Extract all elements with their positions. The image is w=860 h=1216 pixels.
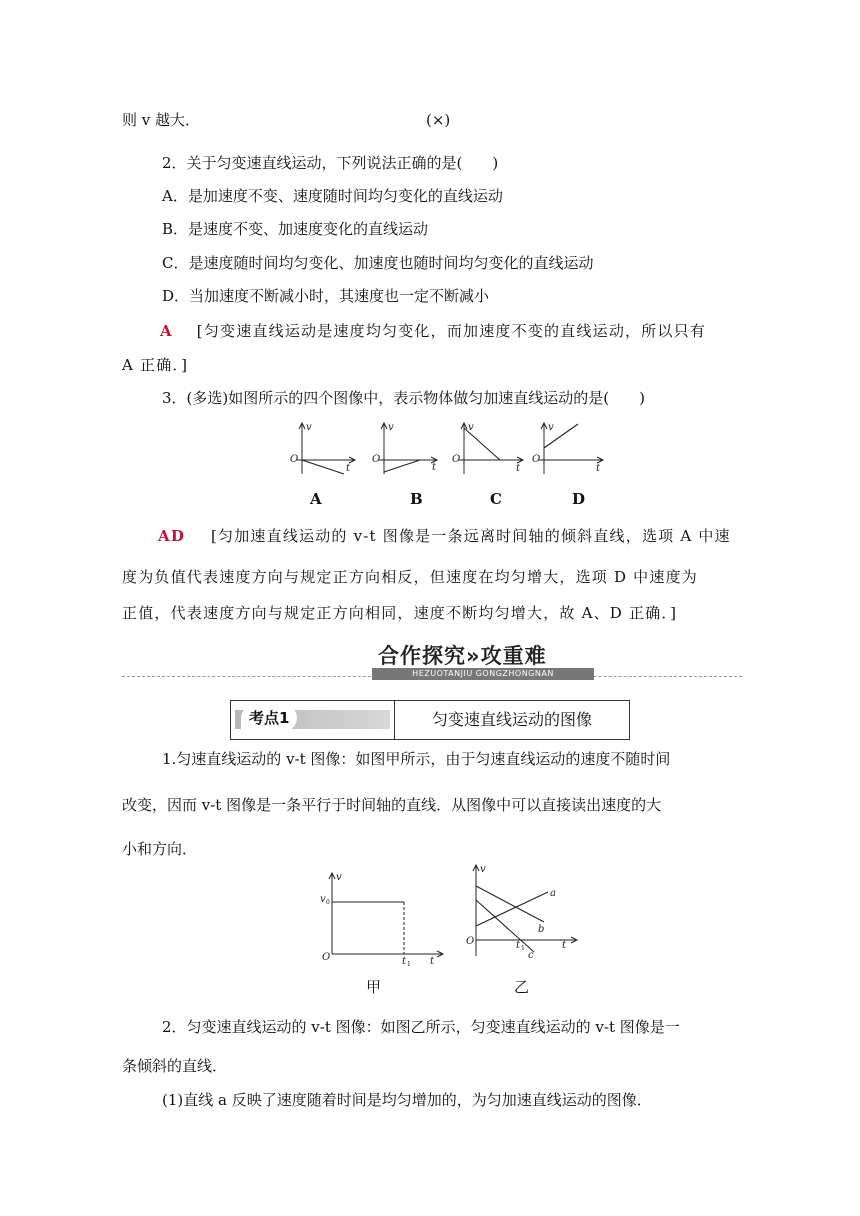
figure-jia-caption: 甲	[366, 978, 382, 996]
graph-b-t-label: t	[432, 462, 437, 473]
graph-b-v-label: v	[388, 422, 394, 433]
graph-c-origin: O	[452, 454, 461, 465]
yi-v-label: v	[480, 864, 486, 875]
q2-answer-explanation-2: A 正确．]	[122, 356, 189, 374]
yi-line-a-label: a	[550, 888, 556, 899]
graph-d-v-label: v	[548, 422, 554, 433]
q3-graph-a	[288, 420, 363, 476]
graph-a-v-label: v	[306, 422, 312, 433]
p1-line-1: 1.匀速直线运动的 v-t 图像：如图甲所示，由于匀速直线运动的速度不随时间	[162, 750, 671, 768]
p1-line-3: 小和方向．	[122, 840, 198, 858]
q2-answer	[160, 320, 706, 342]
q2-option-a: A．是加速度不变、速度随时间均匀变化的直线运动	[162, 187, 503, 205]
q1-tail-text: 则 v 越大．	[122, 111, 201, 129]
q3-answer	[158, 525, 731, 547]
jia-t-label: t	[430, 956, 435, 967]
jia-t1-subscript: 1	[407, 961, 411, 968]
q3-answer-letter: AD	[158, 527, 186, 545]
jia-v0-label: v	[320, 894, 326, 905]
q3-graph-b	[370, 420, 445, 476]
section-subtitle: HEZUOTANJIU GONGZHONGNAN	[372, 668, 594, 680]
q3-graph-c	[450, 420, 530, 476]
graph-a-origin: O	[290, 454, 299, 465]
figure-yi-caption: 乙	[514, 978, 530, 996]
graph-c-v-label: v	[468, 422, 474, 433]
p2-line-1: 2．匀变速直线运动的 v-t 图像：如图乙所示，匀变速直线运动的 v-t 图像是一	[162, 1018, 680, 1036]
yi-t1-label: t	[516, 940, 521, 951]
jia-origin: O	[322, 952, 331, 963]
yi-line-c-label: c	[528, 950, 534, 961]
q2-option-c: C．是速度随时间均匀变化、加速度也随时间均匀变化的直线运动	[162, 254, 594, 272]
jia-v0-subscript: 0	[326, 899, 330, 906]
graph-a-t-label: t	[346, 463, 351, 474]
graph-a-caption: A	[310, 490, 322, 508]
yi-origin: O	[466, 936, 475, 947]
q2-option-d: D．当加速度不断减小时，其速度也一定不断减小	[162, 287, 490, 305]
q3-answer-explanation-3: 正值，代表速度方向与规定正方向相同，速度不断均匀增大，故 A、D 正确．]	[122, 604, 678, 622]
q2-option-b: B．是速度不变、加速度变化的直线运动	[162, 220, 429, 238]
jia-v-label: v	[336, 872, 342, 883]
q2-answer-letter: A	[160, 322, 173, 340]
graph-c-caption: C	[490, 490, 502, 508]
figure-yi	[462, 862, 582, 962]
kaodian-tab-cell	[231, 701, 395, 739]
q3-answer-explanation-1: [匀加速直线运动的 v-t 图像是一条远离时间轴的倾斜直线，选项 A 中速	[210, 527, 731, 545]
section-banner	[0, 640, 860, 680]
yi-line-b-label: b	[538, 924, 545, 935]
graph-d-origin: O	[532, 454, 541, 465]
graph-b-origin: O	[372, 454, 381, 465]
graph-b-caption: B	[410, 490, 423, 508]
graph-d-caption: D	[572, 490, 586, 508]
q3-answer-explanation-2: 度为负值代表速度方向与规定正方向相反，但速度在均匀增大，选项 D 中速度为	[122, 568, 698, 586]
graph-d-t-label: t	[596, 463, 601, 474]
section-title: 合作探究»攻重难	[378, 644, 547, 668]
figure-jia	[318, 870, 448, 970]
line-b	[476, 886, 544, 922]
graph-c-t-label: t	[516, 463, 521, 474]
q1-judgement-mark: (×)	[426, 111, 451, 129]
q2-answer-explanation-1: [匀变速直线运动是速度均匀变化，而加速度不变的直线运动，所以只有	[196, 322, 707, 340]
kaodian-title: 匀变速直线运动的图像	[431, 710, 592, 729]
q3-graph-d	[530, 420, 610, 476]
kaodian-header	[230, 700, 630, 740]
yi-t-label: t	[562, 940, 567, 951]
line-c	[476, 900, 534, 952]
q2-stem: 2．关于匀变速直线运动，下列说法正确的是( )	[162, 154, 499, 172]
yi-t1-subscript: 1	[521, 945, 525, 952]
p2-line-2: 条倾斜的直线．	[122, 1057, 228, 1075]
q3-stem: 3．(多选)如图所示的四个图像中，表示物体做匀加速直线运动的是( )	[162, 389, 645, 407]
kaodian-tab-label: 考点1	[241, 705, 297, 731]
p2-line-3: (1)直线 a 反映了速度随着时间是均匀增加的，为匀加速直线运动的图像．	[162, 1091, 652, 1109]
p1-line-2: 改变，因而 v-t 图像是一条平行于时间轴的直线．从图像中可以直接读出速度的大	[122, 796, 662, 814]
jia-t1-label: t	[402, 956, 407, 967]
